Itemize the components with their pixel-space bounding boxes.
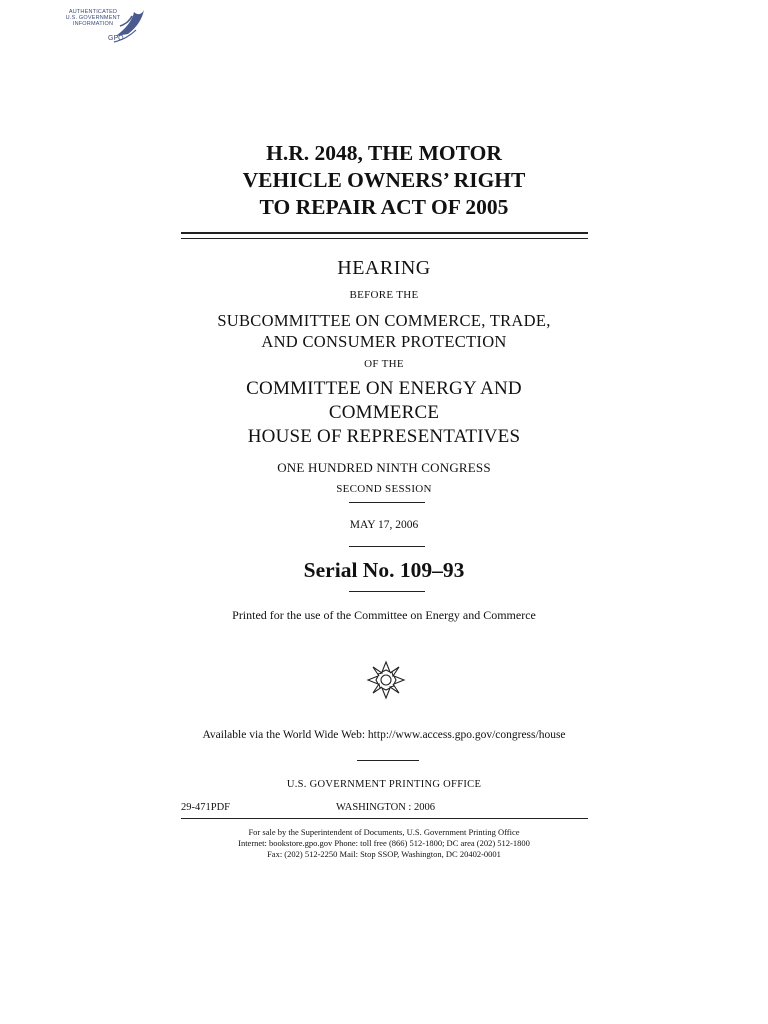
session-label: SECOND SESSION <box>336 483 432 495</box>
title-line-1: H.R. 2048, THE MOTOR <box>266 141 502 165</box>
web-availability-note: Available via the World Wide Web: http://www.access.gpo.gov/congress/house <box>202 729 566 741</box>
sale-line-3: Fax: (202) 512-2250 Mail: Stop SSOP, Washington, DC 20402-0001 <box>267 849 501 859</box>
footer-rule <box>181 818 588 819</box>
committee-line-2: COMMERCE <box>328 402 440 423</box>
logo-line: INFORMATION <box>72 21 114 28</box>
divider-rule <box>349 591 425 592</box>
document-number: 29-471PDF <box>181 802 231 813</box>
hearing-heading: HEARING <box>337 257 431 279</box>
subcommittee-line-1: SUBCOMMITTEE ON COMMERCE, TRADE, <box>217 311 551 330</box>
divider-rule <box>349 546 425 547</box>
title-line-3: TO REPAIR ACT OF 2005 <box>259 195 509 219</box>
printed-for-note: Printed for the use of the Committee on Energy and Commerce <box>232 608 536 622</box>
committee-name <box>0 377 768 449</box>
committee-line-3: HOUSE OF REPRESENTATIVES <box>247 426 521 447</box>
of-the-label: OF THE <box>364 358 404 370</box>
logo-line: AUTHENTICATED <box>68 9 118 15</box>
sale-information <box>0 827 768 860</box>
subcommittee-name <box>0 310 768 352</box>
logo-gpo-mark: GPO <box>108 35 124 42</box>
title-double-rule <box>181 232 588 239</box>
subcommittee-line-2: AND CONSUMER PROTECTION <box>261 332 507 351</box>
document-title <box>0 140 768 221</box>
sale-line-1: For sale by the Superintendent of Documents, U.S. Government Printing Office <box>248 827 520 837</box>
title-line-2: VEHICLE OWNERS’ RIGHT <box>242 168 526 192</box>
location-year: WASHINGTON : 2006 <box>336 802 435 813</box>
divider-rule <box>357 760 419 761</box>
before-the-label: BEFORE THE <box>349 289 419 301</box>
gpo-authentication-logo <box>60 6 150 48</box>
committee-line-1: COMMITTEE ON ENERGY AND <box>246 378 522 399</box>
serial-number: Serial No. 109–93 <box>303 558 465 582</box>
sale-line-2: Internet: bookstore.gpo.gov Phone: toll free (866) 512-1800; DC area (202) 512-1800 <box>238 838 530 848</box>
gpo-flower-ornament-icon <box>364 658 408 702</box>
printing-office-label: U.S. GOVERNMENT PRINTING OFFICE <box>286 779 482 790</box>
hearing-date: MAY 17, 2006 <box>349 519 419 531</box>
logo-line: U.S. GOVERNMENT <box>65 15 121 22</box>
divider-rule <box>349 502 425 503</box>
congress-label: ONE HUNDRED NINTH CONGRESS <box>277 460 491 475</box>
